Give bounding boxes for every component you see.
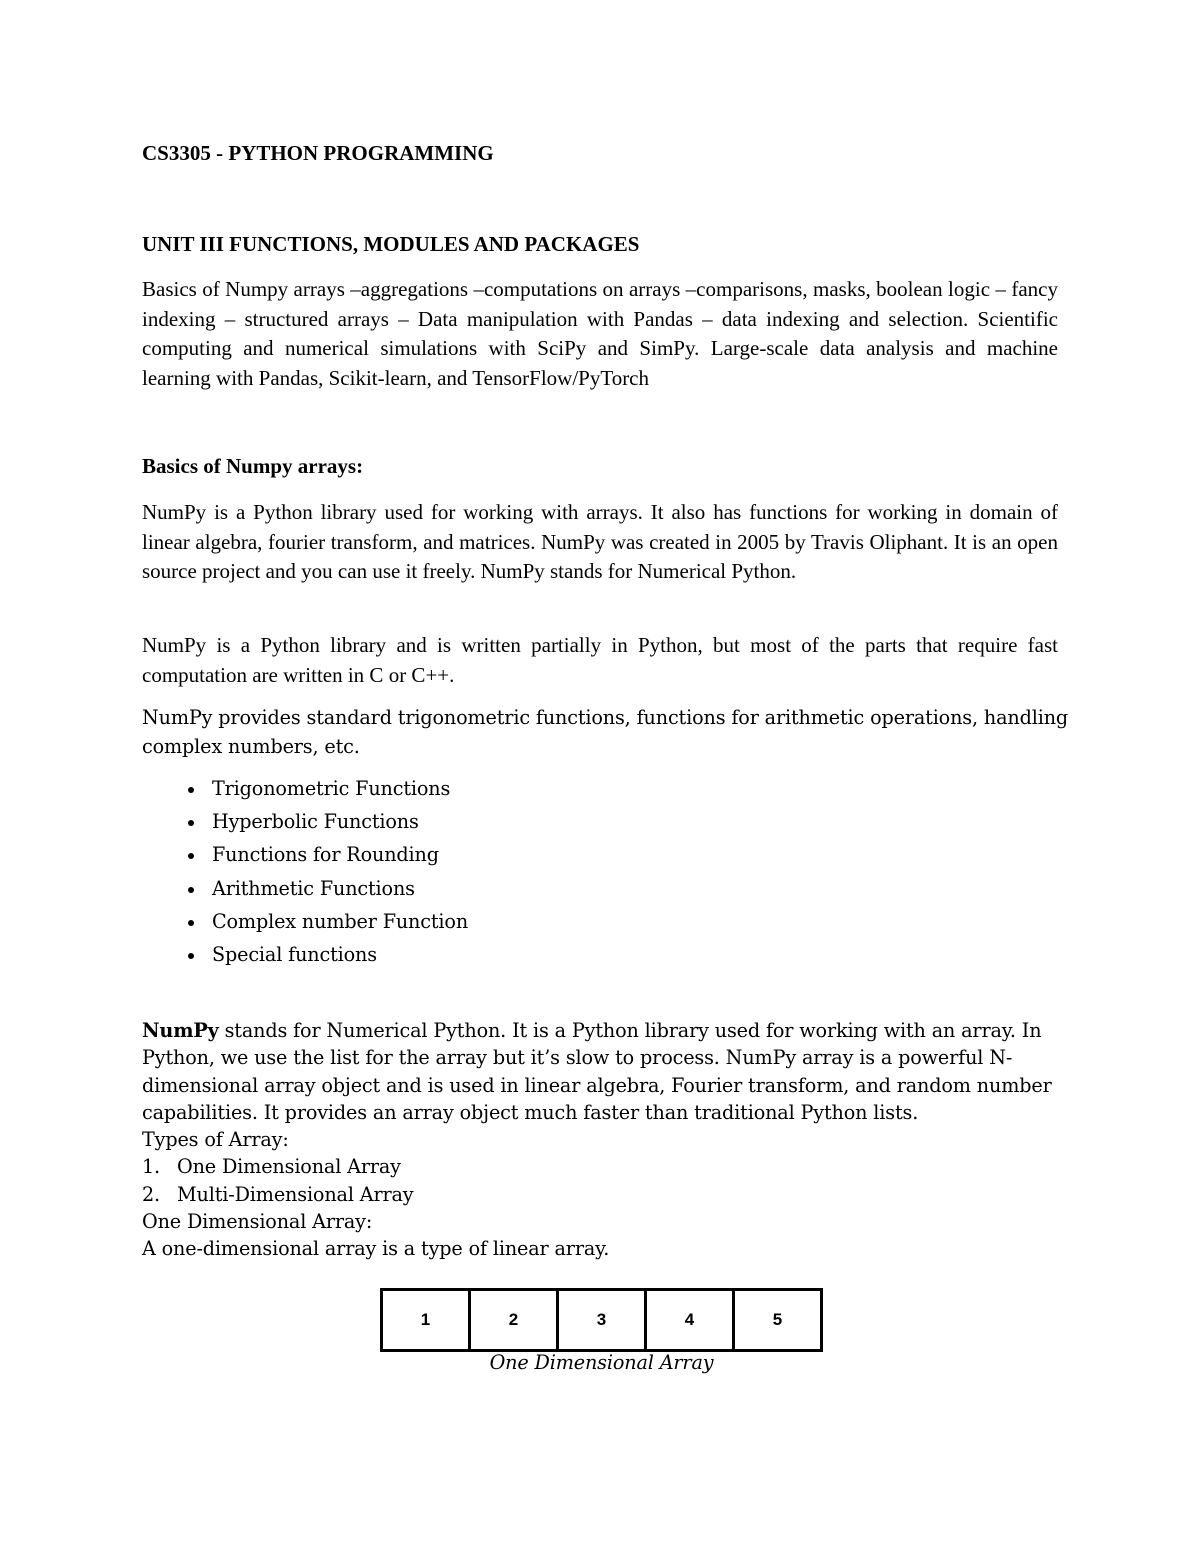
list-item-label: Hyperbolic Functions	[212, 810, 419, 834]
list-item	[186, 841, 468, 874]
array-cell: 3	[559, 1291, 647, 1349]
bullet-icon	[188, 953, 194, 959]
one-dim-array-figure	[380, 1288, 823, 1352]
array-cell: 5	[772, 1310, 783, 1329]
bullet-icon	[188, 853, 194, 859]
array-type-label: One Dimensional Array	[177, 1155, 401, 1179]
list-item	[186, 908, 468, 941]
array-type-number: 1.	[142, 1155, 161, 1179]
unit-title: UNIT III FUNCTIONS, MODULES AND PACKAGES	[142, 232, 640, 256]
figure-caption: One Dimensional Array	[489, 1351, 714, 1374]
list-item	[186, 775, 468, 808]
one-dim-heading: One Dimensional Array:	[142, 1210, 373, 1234]
bullet-icon	[188, 920, 194, 926]
array-cell: 4	[647, 1291, 735, 1349]
list-item	[186, 875, 468, 908]
intro-paragraph-1: NumPy is a Python library used for working with arrays. It also has functions for working in domain of linear algebra, fourier transform, and matrices. NumPy was created in 2005 by Travis Oliphant. It is an open source project and you can use it freely. NumPy stands for Numerical Python.	[142, 500, 1058, 583]
array-type-number: 2.	[142, 1182, 161, 1206]
intro-paragraph-3: NumPy provides standard trigonometric functions, functions for arithmetic operations, handling complex numbers, etc.	[142, 706, 1069, 758]
numpy-paragraph	[142, 1017, 1102, 1126]
numpy-description	[142, 1017, 1102, 1263]
numpy-bold-word: NumPy	[142, 1019, 219, 1042]
one-dim-description: A one-dimensional array is a type of linear array.	[142, 1237, 610, 1261]
function-list	[186, 775, 468, 974]
bullet-icon	[188, 787, 194, 793]
array-type-label: Multi-Dimensional Array	[177, 1182, 414, 1206]
bullet-icon	[188, 887, 194, 893]
list-item-label: Arithmetic Functions	[212, 876, 415, 900]
array-cell: 2	[471, 1291, 559, 1349]
array-type-item	[142, 1153, 1102, 1180]
array-type-item	[142, 1181, 1102, 1208]
list-item	[186, 808, 468, 841]
section-heading: Basics of Numpy arrays:	[142, 454, 364, 478]
types-heading: Types of Array:	[142, 1128, 289, 1152]
syllabus-paragraph: Basics of Numpy arrays –aggregations –computations on arrays –comparisons, masks, boolean logic – fancy indexing – structured arrays – Data manipulation with Pandas – data indexing and selection. Scientific computing and numerical simulations with SciPy and SimPy. Large-scale data analysis and machine learning with Pandas, Scikit-learn, and TensorFlow/PyTorch	[142, 277, 1058, 390]
list-item-label: Special functions	[212, 942, 377, 966]
course-title: CS3305 - PYTHON PROGRAMMING	[142, 141, 494, 165]
list-item	[186, 941, 468, 974]
list-item-label: Complex number Function	[212, 909, 469, 933]
list-item-label: Trigonometric Functions	[212, 777, 451, 800]
list-item-label: Functions for Rounding	[212, 843, 439, 867]
bullet-icon	[188, 820, 194, 826]
numpy-paragraph-text: stands for Numerical Python. It is a Python library used for working with an array. In Python, we use the list for the array but it’s slow to process. NumPy array is a powerful N-dimensional array object and is used in linear algebra, Fourier transform, and random number capabilities. It provides an array object much faster than traditional Python lists.	[142, 1019, 1052, 1124]
array-cell: 1	[383, 1291, 471, 1349]
intro-paragraph-2: NumPy is a Python library and is written partially in Python, but most of the parts that require fast computation are written in C or C++.	[142, 633, 1058, 687]
